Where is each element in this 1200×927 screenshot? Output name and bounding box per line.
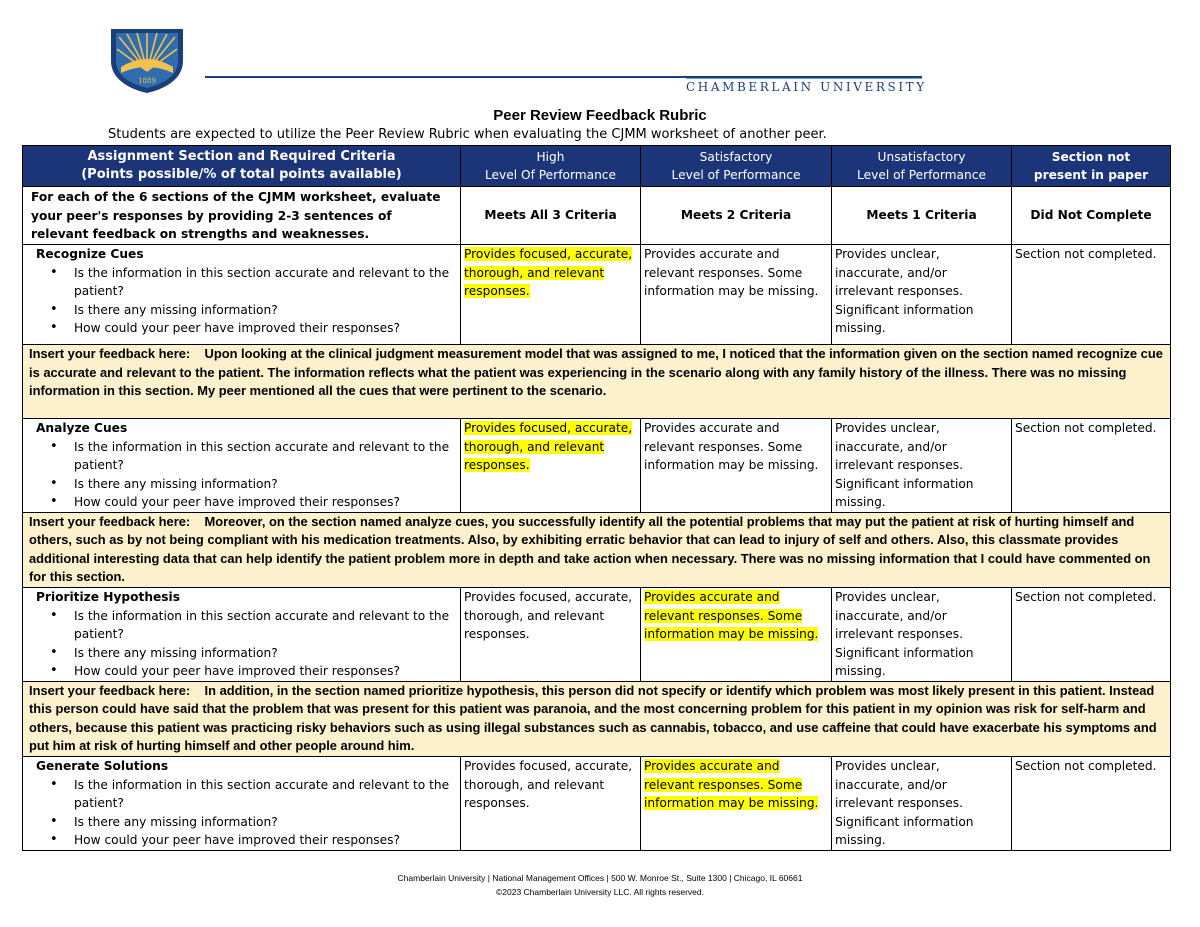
feedback-text: Upon looking at the clinical judgment measurement model that was assigned to me, I noticed that the information given on the section named recognize cue is accurate and relevant to the patient. The information reflects what the patient was experiencing in the scenario along with any family history of the illness. There was no missing information in this section. My peer mentioned all the cues that were pertinent to the scenario. <box>29 346 1163 398</box>
logo-year: 1889 <box>138 77 156 85</box>
criteria-row <box>23 756 1171 850</box>
section-criteria <box>23 587 461 681</box>
level-satisfactory: Provides accurate and relevant responses. Some information may be missing. <box>641 419 832 513</box>
level-unsatisfactory: Provides unclear, inaccurate, and/or irrelevant responses. Significant information missing. <box>832 587 1012 681</box>
intro-satisfactory: Meets 2 Criteria <box>641 187 832 245</box>
criteria-question: • How could your peer have improved their responses? <box>74 831 457 850</box>
criteria-question: • Is there any missing information? <box>74 475 457 494</box>
level-unsatisfactory: Provides unclear, inaccurate, and/or irrelevant responses. Significant information missing. <box>832 419 1012 513</box>
level-not-present: Section not completed. <box>1012 756 1171 850</box>
criteria-question: • Is the information in this section accurate and relevant to the patient? <box>74 776 457 813</box>
intro-not-present: Did Not Complete <box>1012 187 1171 245</box>
table-header-row <box>23 146 1171 187</box>
header-divider-accent <box>686 78 922 79</box>
header-not-present: Section not present in paper <box>1012 146 1171 187</box>
feedback-text: In addition, in the section named prioritize hypothesis, this person did not specify or identify which problem was most likely present in this patient. Instead this person could have said that the problem that was present for this patient was paranoia, and the most concerning problem for this patient in my opinion was risk for self-harm and others, because this patient was practicing risky behaviors such as using illegal substances such as cannabis, tobacco, and use caffeine that could have exacerbate his symptoms and put him at risk of hurting himself and other people around him. <box>29 682 1157 754</box>
feedback-label: Insert your feedback here: <box>29 513 191 529</box>
feedback-row <box>23 681 1171 756</box>
criteria-row <box>23 419 1171 513</box>
level-not-present: Section not completed. <box>1012 245 1171 345</box>
criteria-question: • How could your peer have improved their responses? <box>74 319 457 338</box>
intro-unsatisfactory: Meets 1 Criteria <box>832 187 1012 245</box>
feedback-cell[interactable] <box>23 681 1171 756</box>
criteria-question: • Is there any missing information? <box>74 813 457 832</box>
criteria-row <box>23 587 1171 681</box>
section-title: Analyze Cues <box>36 421 128 435</box>
feedback-row <box>23 512 1171 587</box>
university-seal-logo <box>107 27 187 93</box>
intro-row <box>23 187 1171 245</box>
footer-address: Chamberlain University | National Management Offices | 500 W. Monroe St., Suite 1300 | Chicago, IL 60661 <box>397 873 803 883</box>
level-not-present: Section not completed. <box>1012 587 1171 681</box>
feedback-label: Insert your feedback here: <box>29 346 191 361</box>
section-criteria <box>23 245 461 345</box>
level-satisfactory: Provides accurate and relevant responses. Some information may be missing. <box>641 756 832 850</box>
level-high: Provides focused, accurate, thorough, and relevant responses. <box>461 756 641 850</box>
feedback-text: Moreover, on the section named analyze cues, you successfully identify all the potential problems that may put the patient at risk of hurting himself and others, such as by not being compliant with his medication treatments. Also, by exhibiting erratic behavior that can lead to injury of self and others. Also, this classmate provides additional interesting data that can help identify the patient problem more in depth and take action when necessary. There was no missing information that I could have commented on for this section. <box>29 513 1151 585</box>
criteria-question: • How could your peer have improved their responses? <box>74 493 457 512</box>
level-high: Provides focused, accurate, thorough, and relevant responses. <box>461 587 641 681</box>
criteria-question: • Is the information in this section accurate and relevant to the patient? <box>74 264 457 301</box>
level-satisfactory: Provides accurate and relevant responses. Some information may be missing. <box>641 587 832 681</box>
header-satisfactory: Satisfactory Level of Performance <box>641 146 832 187</box>
intro-high: Meets All 3 Criteria <box>461 187 641 245</box>
header-high: High Level Of Performance <box>461 146 641 187</box>
rubric-table <box>22 145 1171 851</box>
level-unsatisfactory: Provides unclear, inaccurate, and/or irrelevant responses. Significant information missing. <box>832 756 1012 850</box>
section-criteria <box>23 756 461 850</box>
section-criteria <box>23 419 461 513</box>
page-title: Peer Review Feedback Rubric <box>493 107 707 124</box>
feedback-cell[interactable] <box>23 512 1171 587</box>
criteria-question: • Is the information in this section accurate and relevant to the patient? <box>74 607 457 644</box>
footer-copyright: ©2023 Chamberlain University LLC. All rights reserved. <box>496 887 704 897</box>
header-unsatisfactory: Unsatisfactory Level of Performance <box>832 146 1012 187</box>
level-unsatisfactory: Provides unclear, inaccurate, and/or irrelevant responses. Significant information missing. <box>832 245 1012 345</box>
level-high: Provides focused, accurate, thorough, and relevant responses. <box>461 245 641 345</box>
criteria-question: • Is there any missing information? <box>74 644 457 663</box>
section-title: Prioritize Hypothesis <box>36 589 180 604</box>
criteria-row <box>23 245 1171 345</box>
criteria-question: • Is there any missing information? <box>74 301 457 320</box>
header-criteria: Assignment Section and Required Criteria (Points possible/% of total points available) <box>23 146 461 187</box>
level-not-present: Section not completed. <box>1012 419 1171 513</box>
section-title: Generate Solutions <box>36 758 169 773</box>
level-satisfactory: Provides accurate and relevant responses. Some information may be missing. <box>641 245 832 345</box>
feedback-cell[interactable] <box>23 345 1171 419</box>
section-title: Recognize Cues <box>36 247 144 261</box>
level-high: Provides focused, accurate, thorough, and relevant responses. <box>461 419 641 513</box>
university-name: CHAMBERLAIN UNIVERSITY <box>686 80 927 94</box>
intro-text: For each of the 6 sections of the CJMM worksheet, evaluate your peer's responses by providing 2-3 sentences of relevant feedback on strengths and weaknesses. <box>23 187 461 245</box>
criteria-question: • Is the information in this section accurate and relevant to the patient? <box>74 438 457 475</box>
criteria-question: • How could your peer have improved their responses? <box>74 662 457 681</box>
feedback-row <box>23 345 1171 419</box>
feedback-label: Insert your feedback here: <box>29 682 191 698</box>
page-subtitle: Students are expected to utilize the Peer Review Rubric when evaluating the CJMM worksheet of another peer. <box>108 127 827 142</box>
